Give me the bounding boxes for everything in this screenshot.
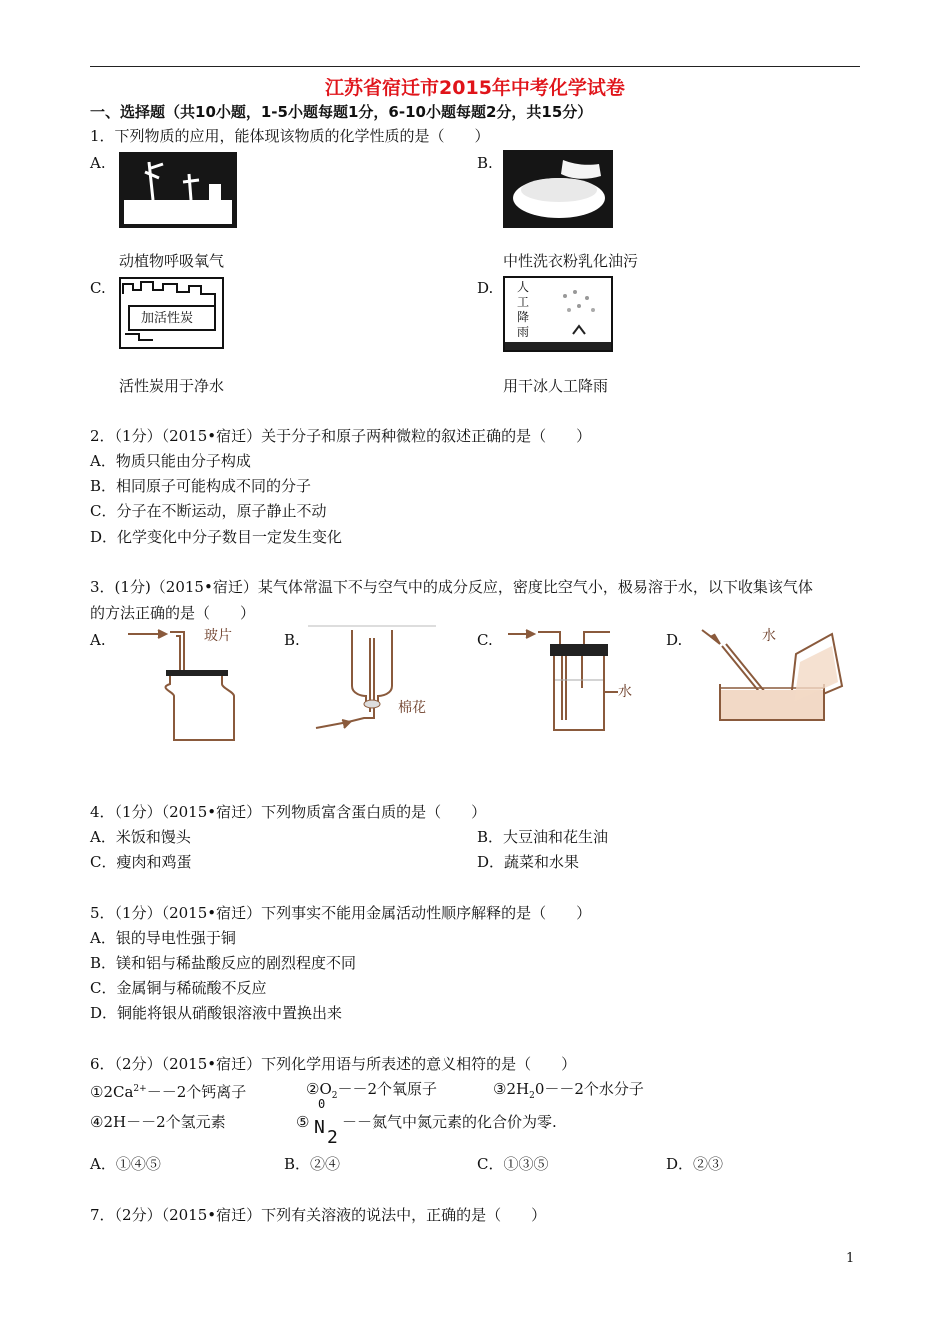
q6-item1-meaning: －－2个钙离子: [146, 1083, 247, 1101]
page-number: 1: [846, 1251, 855, 1266]
q3-c-diagram: [500, 624, 640, 742]
q6-item2: [306, 1079, 437, 1106]
q1-c-image: [119, 276, 224, 350]
q6-option-a: A．①④⑤: [90, 1155, 161, 1173]
q6-item3-meaning: 0－－2个水分子: [534, 1080, 644, 1098]
q6-item2-meaning: －－2个氧原子: [337, 1080, 438, 1098]
q4-option-a: A．米饭和馒头: [90, 828, 191, 846]
top-rule: [90, 66, 860, 67]
q3-a-label: 玻片: [204, 628, 232, 644]
q4-option-c: C．瘦肉和鸡蛋: [90, 853, 192, 871]
q5-option-c: C．金属铜与稀硫酸不反应: [90, 979, 267, 997]
q6-item2-subscript: 2: [331, 1091, 338, 1101]
q1-a-image: [119, 152, 237, 228]
q1-option-b-letter: B.: [477, 154, 493, 172]
q1-d-label-3: 降: [517, 310, 530, 324]
q2-option-d: D．化学变化中分子数目一定发生变化: [90, 528, 343, 546]
q5-option-d: D．铜能将银从硝酸银溶液中置换出来: [90, 1004, 343, 1022]
q5-stem: 5．（1分）（2015•宿迁）下列事实不能用金属活动性顺序解释的是（ ）: [90, 904, 592, 922]
q5-option-b: B．镁和铝与稀盐酸反应的剧烈程度不同: [90, 954, 357, 972]
q3-d-label: 水: [762, 628, 776, 644]
q1-d-label-4: 雨: [517, 325, 530, 339]
page-title: 江苏省宿迁市2015年中考化学试卷: [325, 77, 625, 99]
q3-b-diagram: [308, 624, 438, 740]
q6-item3: [493, 1079, 644, 1106]
q6-item1: [90, 1079, 246, 1102]
q6-item3-formula: ③2H: [493, 1080, 530, 1098]
q6-item5-element: N: [314, 1117, 325, 1138]
q1-d-label-1: 人: [517, 280, 530, 294]
q6-item5-prefix: ⑤: [296, 1113, 310, 1131]
q1-d-image: [503, 276, 613, 352]
section-heading: 一、选择题（共10小题，1-5小题每题1分，6-10小题每题2分，共15分）: [90, 103, 593, 121]
q1-option-c-letter: C.: [90, 279, 106, 297]
q2-option-b: B．相同原子可能构成不同的分子: [90, 477, 312, 495]
q6-item2-formula: ②O: [306, 1080, 332, 1098]
q3-option-d-letter: D.: [666, 631, 683, 649]
q1-option-b-text: 中性洗衣粉乳化油污: [503, 252, 639, 270]
q1-c-image-label: 加活性炭: [141, 311, 194, 326]
q1-option-a-text: 动植物呼吸氧气: [119, 252, 225, 270]
q3-option-b-letter: B.: [284, 631, 300, 649]
q2-stem: 2．（1分）（2015•宿迁）关于分子和原子两种微粒的叙述正确的是（ ）: [90, 427, 592, 445]
q6-item1-charge: 2+: [133, 1084, 147, 1094]
q6-option-b: B．②④: [284, 1155, 341, 1173]
q1-option-c-text: 活性炭用于净水: [119, 377, 225, 395]
q7-stem: 7．（2分）（2015•宿迁）下列有关溶液的说法中，正确的是（ ）: [90, 1206, 547, 1224]
q6-option-c: C．①③⑤: [477, 1155, 549, 1173]
q2-option-c: C．分子在不断运动，原子静止不动: [90, 502, 327, 520]
q3-option-a-letter: A.: [90, 631, 106, 649]
q1-option-d-text: 用干冰人工降雨: [503, 377, 609, 395]
q1-b-image: [503, 150, 613, 228]
q6-item5-subscript: 2: [327, 1127, 338, 1148]
q5-option-a: A．银的导电性强于铜: [90, 929, 236, 947]
q4-option-d: D．蔬菜和水果: [477, 853, 580, 871]
q1-option-a-letter: A.: [90, 154, 106, 172]
q6-item3-subscript: 2: [529, 1091, 535, 1101]
q3-stem-line1: 3．(1分)（2015•宿迁）某气体常温下不与空气中的成分反应，密度比空气小，极易溶于水，以下收集该气体: [90, 578, 813, 596]
q6-item5-meaning: －－氮气中氮元素的化合价为零.: [342, 1113, 557, 1131]
q6-item5-valence: 0: [318, 1097, 326, 1111]
q1-d-label-2: 工: [517, 295, 530, 309]
q4-stem: 4．（1分）（2015•宿迁）下列物质富含蛋白质的是（ ）: [90, 803, 487, 821]
q6-option-d: D．②③: [666, 1155, 724, 1173]
q1-option-d-letter: D.: [477, 279, 494, 297]
q3-d-diagram: [696, 624, 846, 724]
q6-item1-formula: ①2Ca: [90, 1083, 134, 1101]
q6-item4: ④2H－－2个氢元素: [90, 1113, 226, 1131]
q4-option-b: B．大豆油和花生油: [477, 828, 609, 846]
q1-stem: 1．下列物质的应用，能体现该物质的化学性质的是（ ）: [90, 127, 490, 145]
q6-stem: 6．（2分）（2015•宿迁）下列化学用语与所表述的意义相符的是（ ）: [90, 1055, 577, 1073]
q3-a-diagram: [118, 624, 248, 746]
q2-option-a: A．物质只能由分子构成: [90, 452, 251, 470]
q3-b-label: 棉花: [398, 700, 426, 716]
q3-stem-line2: 的方法正确的是（ ）: [90, 604, 256, 622]
q3-c-label: 水: [618, 684, 632, 700]
q3-option-c-letter: C.: [477, 631, 493, 649]
